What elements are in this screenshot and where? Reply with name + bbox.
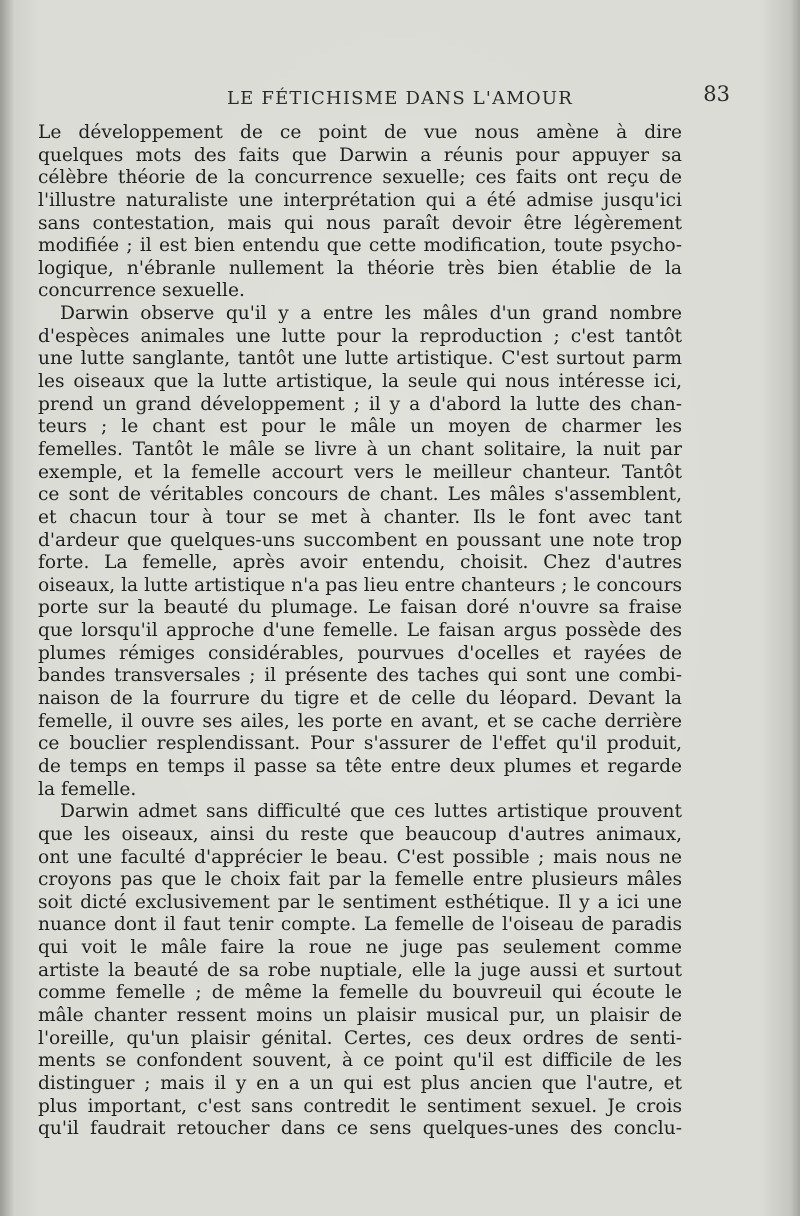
text-line: Darwin observe qu'il y a entre les mâles d'un grand nombre xyxy=(60,303,682,325)
text-line: concurrence sexuelle. xyxy=(38,280,245,302)
body-text xyxy=(38,122,682,1141)
running-title: LE FÉTICHISME DANS L'AMOUR xyxy=(226,88,573,109)
text-line: porte sur la beauté du plumage. Le faisan doré n'ouvre sa fraise xyxy=(38,597,682,619)
text-line: célèbre théorie de la concurrence sexuelle; ces faits ont reçu de xyxy=(38,167,682,189)
page-header xyxy=(38,82,762,114)
text-line: l'oreille, qu'un plaisir génital. Certes, ces deux ordres de senti- xyxy=(38,1027,682,1049)
text-line: distinguer ; mais il y en a un qui est plus ancien que l'autre, et xyxy=(38,1072,682,1094)
text-line: Le développement de ce point de vue nous amène à dire xyxy=(38,122,682,143)
text-line: que lorsqu'il approche d'une femelle. Le faisan argus possède des xyxy=(38,620,682,642)
page-number: 83 xyxy=(703,82,730,106)
text-line: ce bouclier resplendissant. Pour s'assurer de l'effet qu'il produit, xyxy=(38,733,682,755)
text-line: qu'il faudrait retoucher dans ce sens quelques-unes des conclu- xyxy=(38,1118,682,1140)
text-line: plus important, c'est sans contredit le sentiment sexuel. Je crois xyxy=(38,1095,682,1117)
text-line: exemple, et la femelle accourt vers le meilleur chanteur. Tantôt xyxy=(38,461,682,483)
text-line: bandes transversales ; il présente des taches qui sont une combi- xyxy=(38,665,682,687)
text-line: la femelle. xyxy=(38,778,137,800)
text-line: forte. La femelle, après avoir entendu, choisit. Chez d'autres xyxy=(38,552,682,574)
text-line: femelles. Tantôt le mâle se livre à un chant solitaire, la nuit par xyxy=(38,438,682,460)
text-line: plumes rémiges considérables, pourvues d'ocelles et rayées de xyxy=(38,642,682,664)
text-line: qui voit le mâle faire la roue ne juge pas seulement comme xyxy=(38,937,682,959)
text-line: une lutte sanglante, tantôt une lutte artistique. C'est surtout parm xyxy=(38,348,682,370)
text-line: comme femelle ; de même la femelle du bouvreuil qui écoute le xyxy=(38,982,682,1004)
text-line: mâle chanter ressent moins un plaisir musical pur, un plaisir de xyxy=(38,1004,682,1026)
text-line: croyons pas que le choix fait par la femelle entre plusieurs mâles xyxy=(38,869,682,891)
text-line: ce sont de véritables concours de chant. Les mâles s'assemblent, xyxy=(38,484,682,506)
text-line: l'illustre naturaliste une interprétation qui a été admise jusqu'ici xyxy=(38,189,682,211)
text-line: femelle, il ouvre ses ailes, les porte en avant, et se cache derrière xyxy=(38,710,682,732)
text-line: nuance dont il faut tenir compte. La femelle de l'oiseau de paradis xyxy=(38,914,682,936)
text-line: naison de la fourrure du tigre et de celle du léopard. Devant la xyxy=(38,688,682,710)
text-line: modifiée ; il est bien entendu que cette modification, toute psycho- xyxy=(38,235,682,257)
text-line: les oiseaux que la lutte artistique, la seule qui nous intéresse ici, xyxy=(38,371,682,393)
text-line: de temps en temps il passe sa tête entre deux plumes et regarde xyxy=(38,755,682,777)
text-line: logique, n'ébranle nullement la théorie très bien établie de la xyxy=(38,257,682,279)
text-line: d'espèces animales une lutte pour la reproduction ; c'est tantôt xyxy=(38,325,682,347)
text-line: sans contestation, mais qui nous paraît devoir être légèrement xyxy=(38,212,682,234)
text-line: prend un grand développement ; il y a d'abord la lutte des chan- xyxy=(38,393,682,415)
text-line: teurs ; le chant est pour le mâle un moyen de charmer les xyxy=(38,416,682,438)
text-line: que les oiseaux, ainsi du reste que beaucoup d'autres animaux, xyxy=(38,823,682,845)
text-line: quelques mots des faits que Darwin a réunis pour appuyer sa xyxy=(38,144,682,166)
text-line: soit dicté exclusivement par le sentiment esthétique. Il y a ici une xyxy=(38,891,682,913)
text-line: ments se confondent souvent, à ce point qu'il est difficile de les xyxy=(38,1050,682,1072)
text-line: Darwin admet sans difficulté que ces luttes artistique prouvent xyxy=(60,801,682,823)
text-line: oiseaux, la lutte artistique n'a pas lieu entre chanteurs ; le concours xyxy=(38,574,682,596)
text-line: ont une faculté d'apprécier le beau. C'est possible ; mais nous ne xyxy=(38,846,682,868)
text-line: artiste la beauté de sa robe nuptiale, elle la juge aussi et surtout xyxy=(38,959,682,981)
text-line: d'ardeur que quelques-uns succombent en poussant une note trop xyxy=(38,529,682,551)
text-line: et chacun tour à tour se met à chanter. Ils le font avec tant xyxy=(38,506,682,528)
